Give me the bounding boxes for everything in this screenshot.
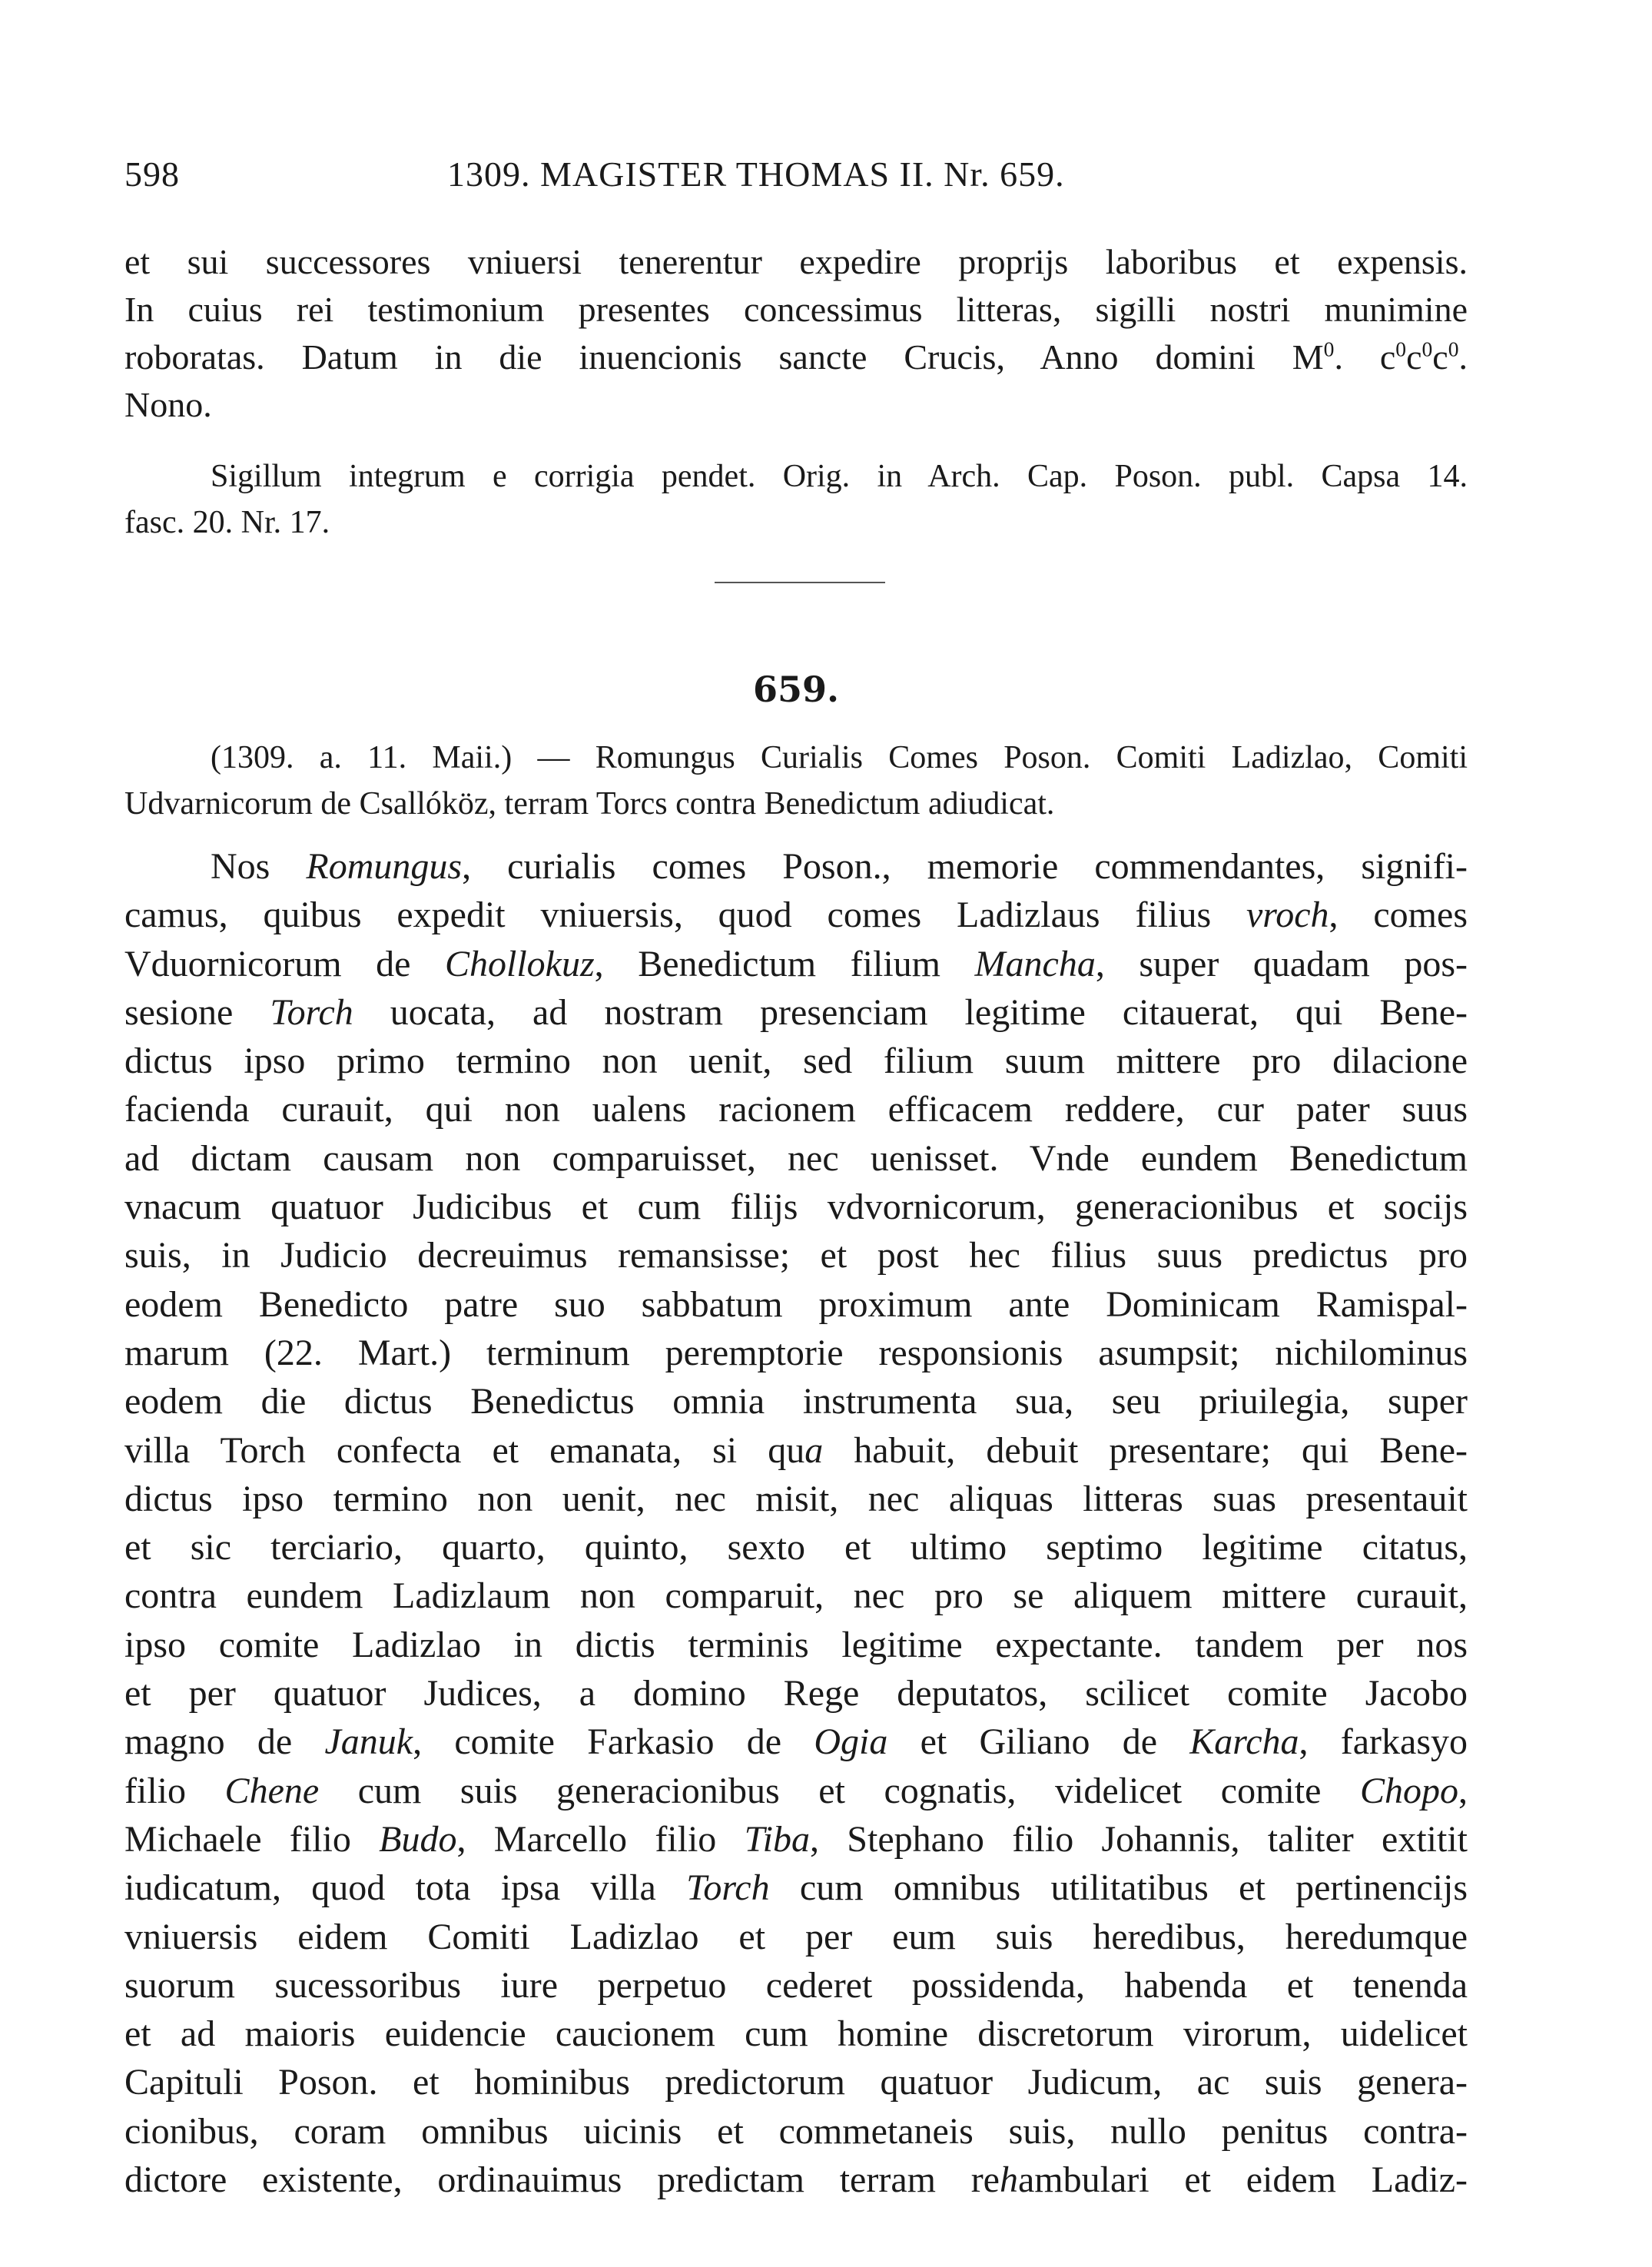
body-line: suis, in Judicio decreuimus remansisse; et post hec filius suus predictus pro xyxy=(124,1235,1468,1276)
date-line: roboratas. Datum in die inuencionis sancte Crucis, Anno domini $M^0$. $c^0c^0c^0$. xyxy=(124,337,1468,377)
document-number: 659. xyxy=(752,669,840,710)
body-line: filio Chene cum suis generacionibus et cognatis, videlicet comite Chopo, xyxy=(124,1770,1468,1811)
body-line: vnacum quatuor Judicibus et cum filijs vdvornicorum, generacionibus et socijs xyxy=(124,1187,1468,1228)
note-line: Sigillum integrum e corrigia pendet. Orig. in Arch. Cap. Poson. publ. Capsa 14. xyxy=(211,459,1468,494)
body-line: dictus ipso primo termino non uenit, sed filium suum mittere pro dilacione xyxy=(124,1041,1468,1082)
body-line: Nos Romungus, curialis comes Poson., memorie commendantes, signifi- xyxy=(211,846,1468,887)
document-body xyxy=(124,842,1468,2204)
text-line: et sui successores vniuersi tenerentur expedire proprijs laboribus et expensis. xyxy=(124,242,1468,281)
body-line: ad dictam causam non comparuisset, nec uenisset. Vnde eundem Benedictum xyxy=(124,1137,1468,1179)
body-line: iudicatum, quod tota ipsa villa Torch cum omnibus utilitatibus et pertinencijs xyxy=(124,1867,1468,1909)
body-line: contra eundem Ladizlaum non comparuit, nec pro se aliquem mittere curauit, xyxy=(124,1575,1468,1617)
body-line: et ad maioris euidencie caucionem cum homine discretorum virorum, uidelicet xyxy=(124,2013,1468,2055)
body-line: eodem die dictus Benedictus omnia instrumenta sua, seu priuilegia, super xyxy=(124,1381,1468,1422)
body-line: dictus ipso termino non uenit, nec misit, nec aliquas litteras suas presentauit xyxy=(124,1478,1468,1519)
section-divider xyxy=(715,582,885,583)
body-line: sesione Torch uocata, ad nostram presenciam legitime citauerat, qui Bene- xyxy=(124,991,1468,1033)
body-line: Michaele filio Budo, Marcello filio Tiba, Stephano filio Johannis, taliter extitit xyxy=(124,1818,1468,1860)
body-line: eodem Benedicto patre suo sabbatum proximum ante Dominicam Ramispal- xyxy=(124,1283,1468,1325)
body-line: Capituli Poson. et hominibus predictorum quatuor Judicum, ac suis genera- xyxy=(124,2062,1468,2103)
summary-line: (1309. a. 11. Maii.) — Romungus Curialis Comes Poson. Comiti Ladizlao, Comiti xyxy=(211,740,1468,775)
text-line: Nono. xyxy=(124,385,212,424)
body-line: villa Torch confecta et emanata, si qua habuit, debuit presentare; qui Bene- xyxy=(124,1429,1468,1471)
text-line: In cuius rei testimonium presentes concessimus litteras, sigilli nostri munimine xyxy=(124,290,1468,329)
running-title: 1309. MAGISTER THOMAS II. Nr. 659. xyxy=(447,154,1065,194)
document-summary xyxy=(124,735,1468,827)
body-line: et per quatuor Judices, a domino Rege deputatos, scilicet comite Jacobo xyxy=(124,1673,1468,1714)
archival-note xyxy=(124,453,1468,546)
body-line: vniuersis eidem Comiti Ladizlao et per eum suis heredibus, heredumque xyxy=(124,1916,1468,1957)
summary-line: Udvarnicorum de Csallóköz, terram Torcs contra Benedictum adiudicat. xyxy=(124,786,1055,821)
body-line: facienda curauit, qui non ualens racionem efficacem reddere, cur pater suus xyxy=(124,1089,1468,1130)
body-line: marum (22. Mart.) terminum peremptorie responsionis asumpsit; nichilominus xyxy=(124,1332,1468,1373)
previous-document-text xyxy=(124,238,1468,429)
body-line: Vduornicorum de Chollokuz, Benedictum filium Mancha, super quadam pos- xyxy=(124,943,1468,984)
body-line: magno de Januk, comite Farkasio de Ogia et Giliano de Karcha, farkasyo xyxy=(124,1721,1468,1763)
body-line: dictore existente, ordinauimus predictam terram rehambulari et eidem Ladiz- xyxy=(124,2159,1468,2201)
body-line: suorum sucessoribus iure perpetuo cederet possidenda, habenda et tenenda xyxy=(124,1964,1468,2006)
body-line: et sic terciario, quarto, quinto, sexto et ultimo septimo legitime citatus, xyxy=(124,1527,1468,1568)
page-number: 598 xyxy=(124,154,180,194)
page-header xyxy=(124,154,1508,200)
body-line: cionibus, coram omnibus uicinis et commetaneis suis, nullo penitus contra- xyxy=(124,2110,1468,2152)
note-line: fasc. 20. Nr. 17. xyxy=(124,505,330,540)
body-line: camus, quibus expedit vniuersis, quod comes Ladizlaus filius vroch, comes xyxy=(124,895,1468,936)
body-line: ipso comite Ladizlao in dictis terminis legitime expectante. tandem per nos xyxy=(124,1624,1468,1665)
